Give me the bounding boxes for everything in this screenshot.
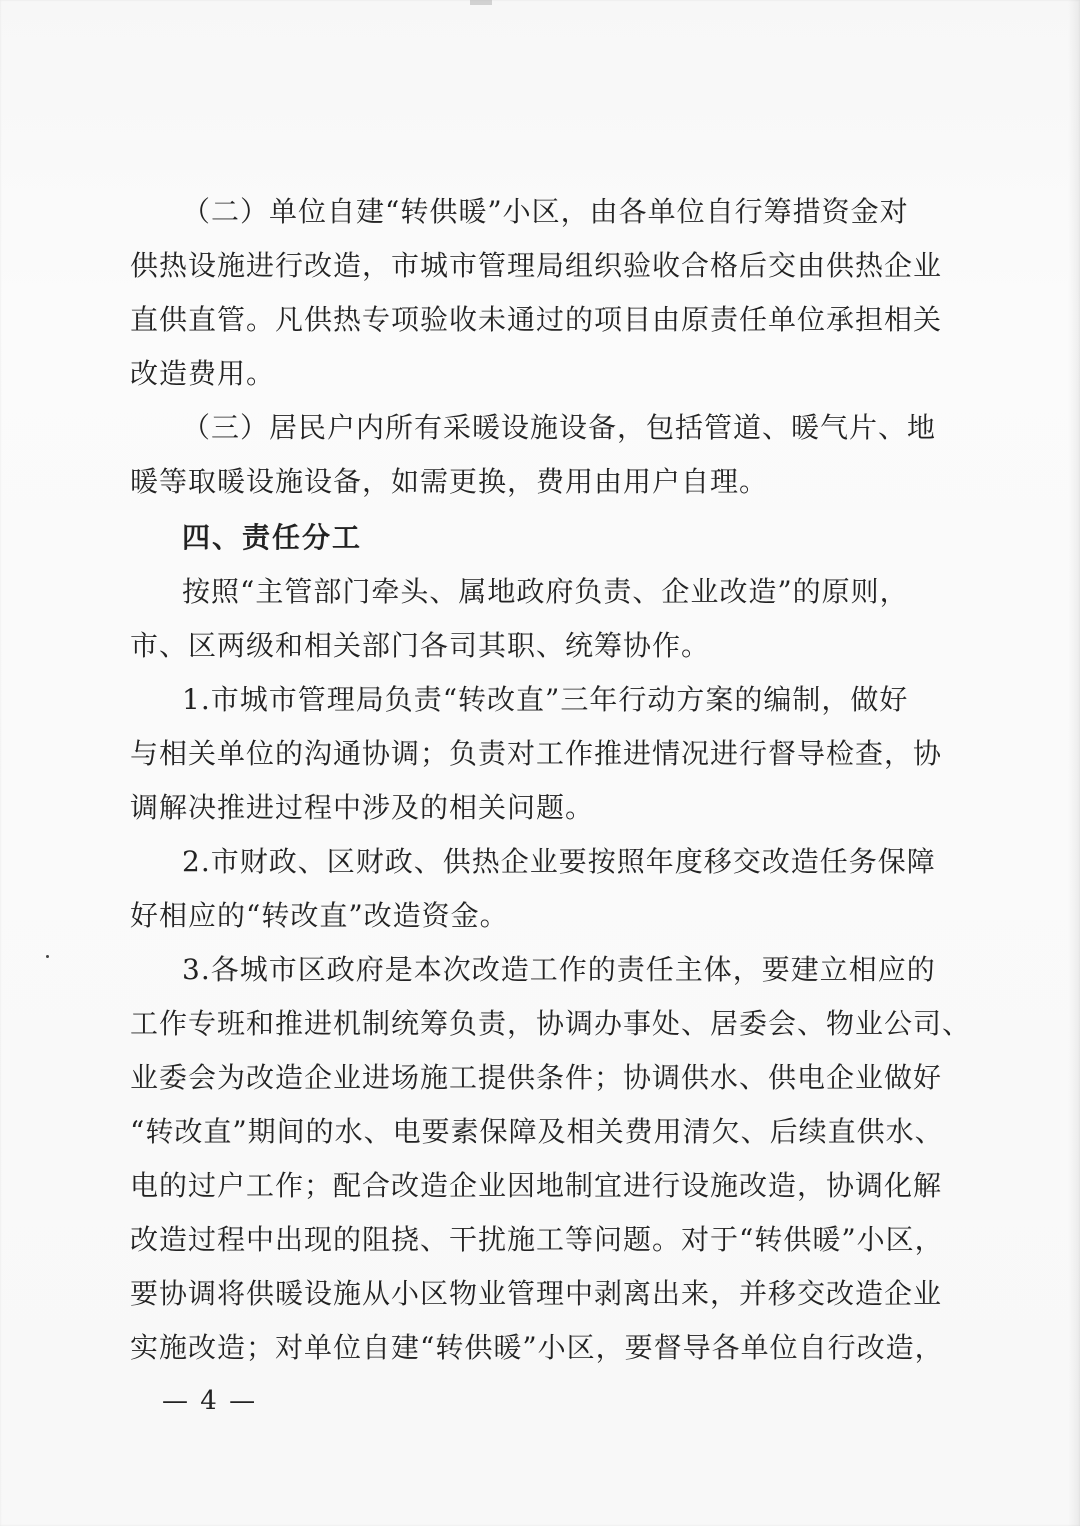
paragraph-line: 暖等取暖设施设备，如需更换，费用由用户自理。 xyxy=(130,465,769,498)
paragraph-line: 业委会为改造企业进场施工提供条件；协调供水、供电企业做好 xyxy=(130,1061,943,1094)
paragraph-line: 供热设施进行改造，市城市管理局组织验收合格后交由供热企业 xyxy=(130,249,943,282)
paragraph-line: 直供直管。凡供热专项验收未通过的项目由原责任单位承担相关 xyxy=(130,303,943,336)
paragraph-line: 按照“主管部门牵头、属地政府负责、企业改造”的原则， xyxy=(182,575,909,608)
section-heading: 四、责任分工 xyxy=(182,521,363,554)
paragraph-line: 好相应的“转改直”改造资金。 xyxy=(130,899,509,932)
paragraph-line: 实施改造；对单位自建“转供暖”小区，要督导各单位自行改造， xyxy=(130,1331,944,1364)
paragraph-line: 3.各城市区政府是本次改造工作的责任主体，要建立相应的 xyxy=(182,953,936,986)
page-number: — 4 — xyxy=(162,1386,258,1416)
paragraph-line: 工作专班和推进机制统筹负责，协调办事处、居委会、物业公司、 xyxy=(130,1007,972,1040)
paragraph-line: 改造过程中出现的阻挠、干扰施工等问题。对于“转供暖”小区， xyxy=(130,1223,944,1256)
paragraph-line: “转改直”期间的水、电要素保障及相关费用清欠、后续直供水、 xyxy=(130,1115,944,1148)
paragraph-line: 电的过户工作；配合改造企业因地制宜进行设施改造，协调化解 xyxy=(130,1169,943,1202)
paragraph-line: 1.市城市管理局负责“转改直”三年行动方案的编制，做好 xyxy=(182,683,909,716)
paragraph-line: （二）单位自建“转供暖”小区，由各单位自行筹措资金对 xyxy=(182,195,909,228)
paragraph-line: （三）居民户内所有采暖设施设备，包括管道、暖气片、地 xyxy=(182,411,937,444)
paragraph-line: 改造费用。 xyxy=(130,357,276,390)
paragraph-line: 调解决推进过程中涉及的相关问题。 xyxy=(130,791,595,824)
paragraph-line: 2.市财政、区财政、供热企业要按照年度移交改造任务保障 xyxy=(182,845,936,878)
paragraph-line: 与相关单位的沟通协调；负责对工作推进情况进行督导检查，协 xyxy=(130,737,943,770)
paragraph-line: 市、区两级和相关部门各司其职、统筹协作。 xyxy=(130,629,711,662)
paragraph-line: 要协调将供暖设施从小区物业管理中剥离出来，并移交改造企业 xyxy=(130,1277,943,1310)
